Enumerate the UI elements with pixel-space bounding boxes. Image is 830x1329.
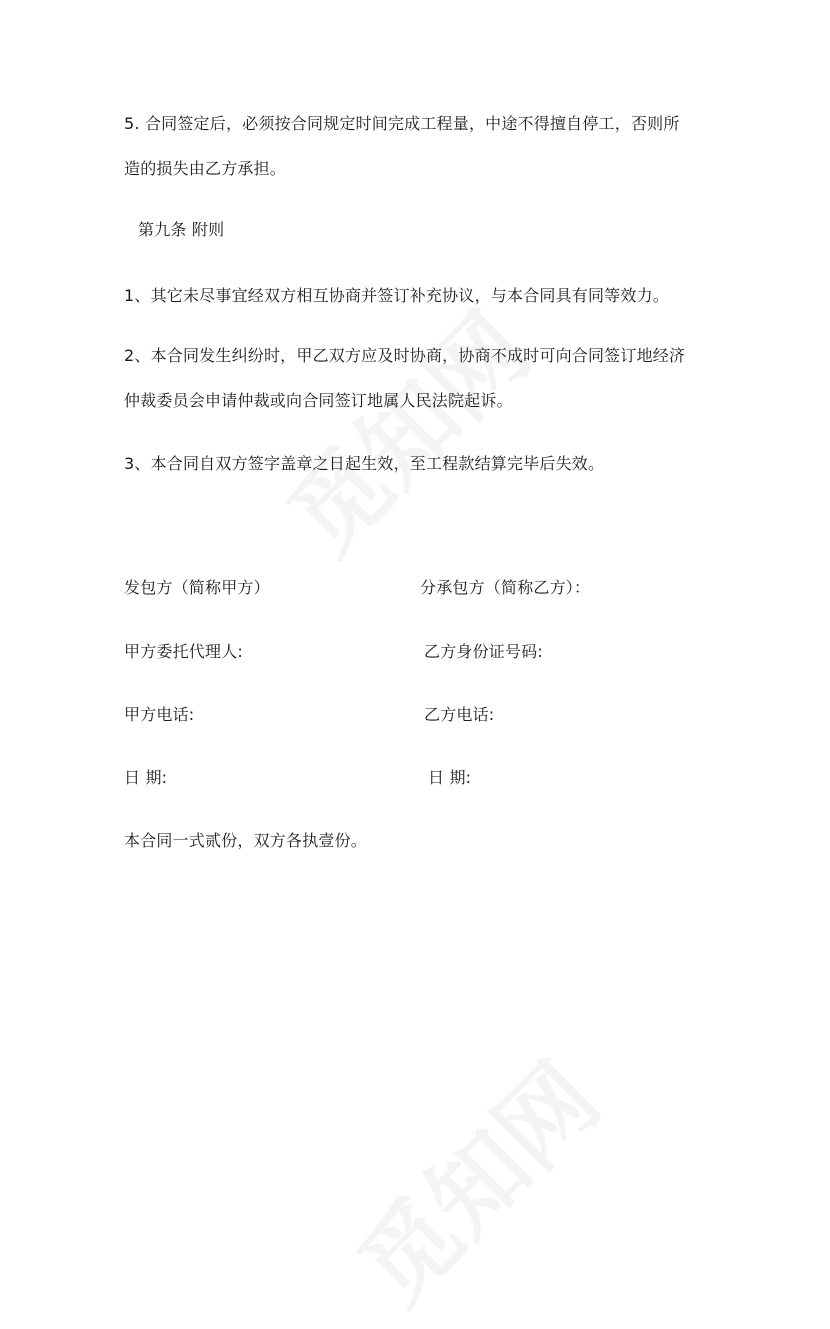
watermark bbox=[254, 278, 555, 579]
party-a-phone-label: 甲方电话: bbox=[124, 705, 195, 724]
party-a-date-label: 日 期: bbox=[124, 768, 168, 787]
supplementary-item-1: 1、其它未尽事宜经双方相互协商并签订补充协议，与本合同具有同等效力。 bbox=[124, 286, 669, 305]
party-b-phone-label: 乙方电话: bbox=[424, 705, 495, 724]
supplementary-item-3: 3、本合同自双方签字盖章之日起生效，至工程款结算完毕后失效。 bbox=[124, 454, 605, 473]
article-9-heading: 第九条 附则 bbox=[138, 220, 225, 239]
clause-5-line-1: 5. 合同签定后，必须按合同规定时间完成工程量，中途不得擅自停工，否则所 bbox=[124, 114, 680, 133]
party-a-label: 发包方（简称甲方） bbox=[124, 578, 270, 597]
clause-5-line-2: 造的损失由乙方承担。 bbox=[124, 159, 287, 178]
party-b-label: 分承包方（简称乙方）： bbox=[420, 578, 591, 597]
party-b-date-label: 日 期: bbox=[428, 768, 472, 787]
party-b-id-label: 乙方身份证号码: bbox=[424, 642, 543, 661]
supplementary-item-2-line-2: 仲裁委员会申请仲裁或向合同签订地属人民法院起诉。 bbox=[124, 391, 513, 410]
closing-statement: 本合同一式贰份，双方各执壹份。 bbox=[124, 831, 368, 850]
watermark bbox=[324, 1028, 625, 1329]
supplementary-item-2-line-1: 2、本合同发生纠纷时，甲乙双方应及时协商，协商不成时可向合同签订地经济 bbox=[124, 346, 686, 365]
party-a-agent-label: 甲方委托代理人: bbox=[124, 642, 243, 661]
